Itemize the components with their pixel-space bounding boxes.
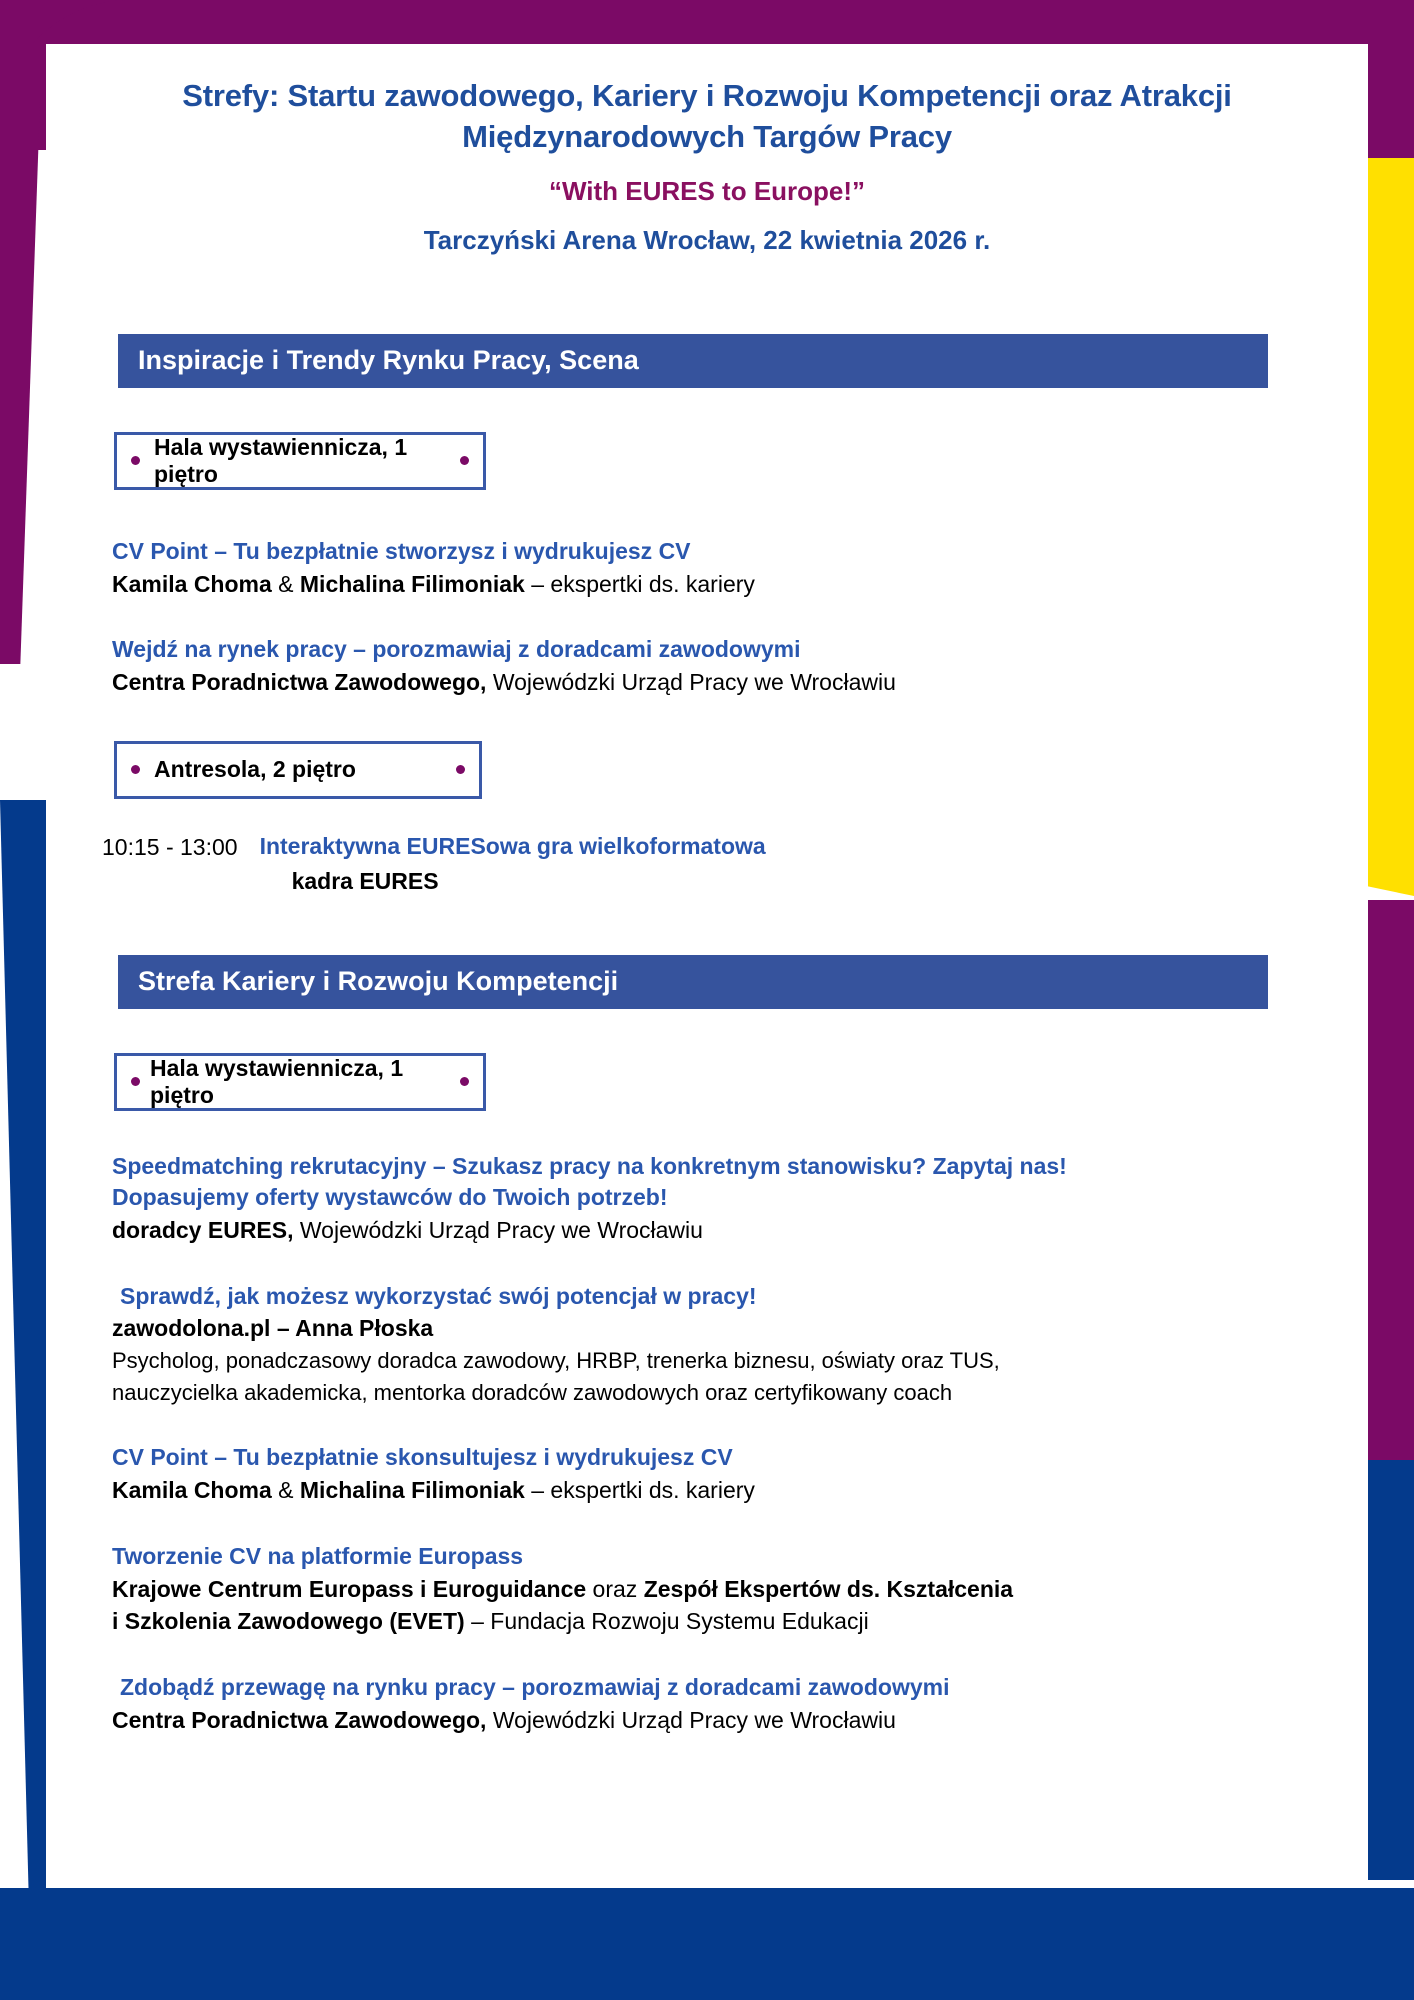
- poster-title-block: [90, 62, 1324, 256]
- page-title-line-1: Strefy: Startu zawodowego, Kariery i Rozwoju Kompetencji oraz Atrakcji: [182, 78, 1232, 113]
- host-name-2: Michalina Filimoniak: [299, 1477, 525, 1504]
- entry-host: [112, 1704, 1324, 1737]
- host-sep: &: [271, 1477, 300, 1504]
- bullet-dot-icon: [131, 1077, 140, 1086]
- host-detail: Wojewódzki Urząd Pracy we Wrocławiu: [293, 1217, 703, 1244]
- entry-host: [112, 1214, 1324, 1247]
- section-header-strefa-kariery: Strefa Kariery i Rozwoju Kompetencji: [118, 955, 1268, 1009]
- bullet-dot-icon: [131, 456, 140, 465]
- location-box-hala-2: [114, 1053, 486, 1111]
- location-label: Hala wystawiennicza, 1 piętro: [154, 433, 408, 487]
- entry-title: Sprawdź, jak możesz wykorzystać swój potencjał w pracy!: [120, 1282, 757, 1309]
- entry-description-line-2: nauczycielka akademicka, mentorka doradców zawodowych oraz certyfikowany coach: [112, 1379, 953, 1405]
- host-detail: Wojewódzki Urząd Pracy we Wrocławiu: [486, 668, 896, 695]
- bullet-dot-icon: [460, 456, 469, 465]
- entry-title-line-1: Speedmatching rekrutacyjny – Szukasz pracy na konkretnym stanowisku? Zapytaj nas!: [112, 1152, 1067, 1179]
- location-label: Hala wystawiennicza, 1 piętro: [150, 1054, 404, 1108]
- event-slogan: “With EURES to Europe!”: [548, 175, 866, 206]
- entry-wejdz-na-rynek: [112, 634, 1324, 698]
- host-org-2: Zespół Ekspertów ds. Kształcenia: [643, 1575, 1014, 1602]
- location-label: Antresola, 2 piętro: [154, 756, 356, 783]
- content-sheet: [46, 44, 1368, 1888]
- entry-title: CV Point – Tu bezpłatnie stworzysz i wydrukujesz CV: [112, 537, 691, 564]
- entry-title: Zdobądź przewagę na rynku pracy – porozmawiaj z doradcami zawodowymi: [120, 1673, 950, 1700]
- entry-title: Tworzenie CV na platformie Europass: [112, 1542, 524, 1569]
- entry-title-line-2: Dopasujemy oferty wystawców do Twoich potrzeb!: [112, 1184, 668, 1211]
- host-sep: oraz: [586, 1575, 644, 1602]
- host-name-2: Michalina Filimoniak: [299, 570, 525, 597]
- entry-title: Wejdź na rynek pracy – porozmawiaj z doradcami zawodowymi: [112, 636, 801, 663]
- entry-host: [112, 568, 1324, 601]
- location-box-hala-1: [114, 432, 486, 490]
- entry-time: 10:15 - 13:00: [102, 833, 238, 860]
- section-header-inspiracje: Inspiracje i Trendy Rynku Pracy, Scena: [118, 334, 1268, 388]
- host-org: Centra Poradnictwa Zawodowego,: [112, 668, 487, 695]
- page-title-line-2: Międzynarodowych Targów Pracy: [462, 118, 952, 154]
- bullet-dot-icon: [460, 1077, 469, 1086]
- host-role: – ekspertki ds. kariery: [524, 570, 755, 597]
- entry-title: Interaktywna EURESowa gra wielkoformatowa: [259, 832, 766, 859]
- host-role: – ekspertki ds. kariery: [524, 1477, 755, 1504]
- bullet-dot-icon: [456, 765, 465, 774]
- entry-host: [112, 1474, 1324, 1507]
- host-org-1: Krajowe Centrum Europass i Euroguidance: [112, 1575, 587, 1602]
- entry-zdobadz-przewage: [112, 1672, 1324, 1736]
- entry-title: CV Point – Tu bezpłatnie skonsultujesz i wydrukujesz CV: [112, 1444, 733, 1471]
- entry-cv-point-1: [112, 536, 1324, 600]
- entry-body: [260, 833, 766, 895]
- entry-host-line-2: [112, 1605, 1324, 1638]
- entry-cv-point-2: [112, 1442, 1324, 1506]
- entry-eures-game: [102, 833, 1324, 895]
- entry-host-line-1: [112, 1573, 1324, 1606]
- host-org-3: i Szkolenia Zawodowego (EVET): [112, 1608, 465, 1635]
- entry-host: [112, 1312, 1324, 1345]
- entry-host: kadra EURES: [291, 867, 439, 894]
- bullet-dot-icon: [131, 765, 140, 774]
- host-name-1: Kamila Choma: [112, 1477, 272, 1504]
- host-org: Centra Poradnictwa Zawodowego,: [112, 1706, 487, 1733]
- entry-host: [112, 666, 1324, 699]
- host-org: doradcy EURES,: [112, 1217, 294, 1244]
- decoration-bottom-blue-band: [0, 1888, 1414, 2000]
- event-venue-date: Tarczyński Arena Wrocław, 22 kwietnia 2026 r.: [423, 224, 991, 255]
- decoration-left-purple-bar: [0, 44, 42, 664]
- entry-speedmatching: [112, 1151, 1324, 1247]
- host-detail: – Fundacja Rozwoju Systemu Edukacji: [464, 1608, 869, 1635]
- host-name-1: Kamila Choma: [112, 570, 272, 597]
- entry-description-line-1: Psycholog, ponadczasowy doradca zawodowy, HRBP, trenerka biznesu, oświaty oraz TUS,: [112, 1348, 1000, 1374]
- host-detail: Wojewódzki Urząd Pracy we Wrocławiu: [486, 1706, 896, 1733]
- location-box-antresola: [114, 741, 482, 799]
- entry-europass: [112, 1541, 1324, 1638]
- host-org: zawodolona.pl – Anna Płoska: [112, 1315, 434, 1342]
- entry-zawodolona: [112, 1281, 1324, 1409]
- host-sep: &: [271, 570, 300, 597]
